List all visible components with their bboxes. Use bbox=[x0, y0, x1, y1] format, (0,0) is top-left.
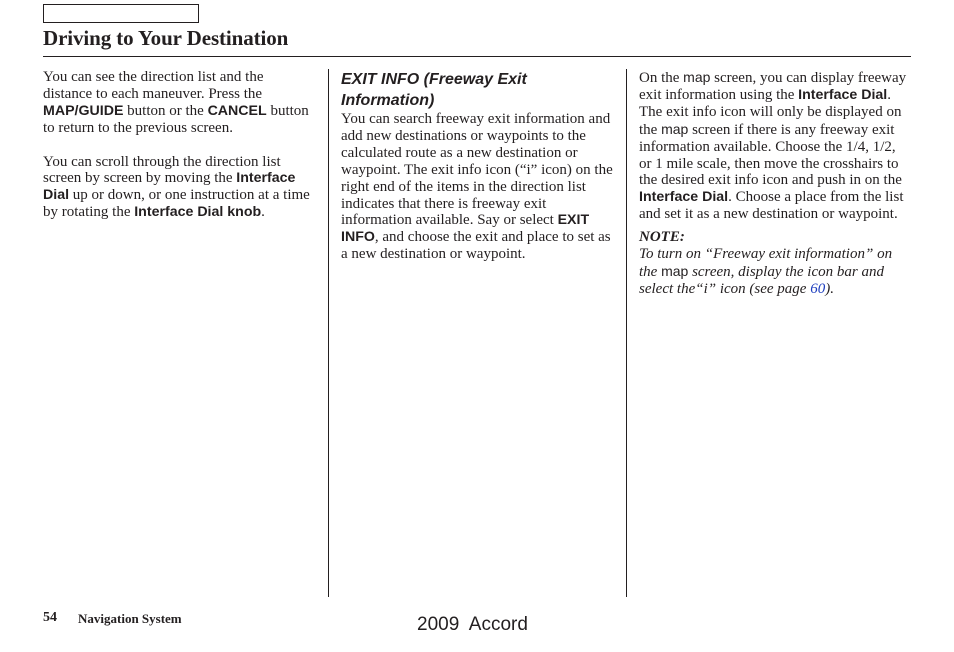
text-run: . Choose a place from the list and set it as a new destination or waypoint. bbox=[639, 189, 904, 223]
screen-name-map: map bbox=[683, 69, 711, 85]
column-right bbox=[639, 69, 911, 298]
text-run: screen, you can display freeway exit information using the bbox=[639, 70, 907, 103]
screen-name-map: map bbox=[661, 120, 689, 137]
keyword-exit-info: EXIT INFO bbox=[341, 212, 590, 246]
text-run: ). bbox=[825, 280, 834, 297]
column-divider-left bbox=[328, 69, 329, 597]
section-heading-exit-info: EXIT INFO (Freeway Exit Information) bbox=[341, 71, 527, 109]
paragraph-scroll bbox=[43, 154, 315, 222]
column-left bbox=[43, 69, 315, 221]
screen-name-map: map bbox=[661, 262, 689, 279]
text-run: You can search freeway exit information and add new destinations or waypoints to the calculated route as a new destination or waypoint. The exit info icon (“i” icon) on the right end of the items in the direction list indicates that there is freeway exit information available. Say or select bbox=[341, 111, 613, 229]
text-run: On the bbox=[639, 70, 684, 86]
keyword-map-guide: MAP/GUIDE bbox=[43, 102, 124, 119]
text-run: button to return to the previous screen. bbox=[43, 102, 309, 136]
footer-model-label: 2009 Accord bbox=[417, 614, 528, 635]
note-label: NOTE: bbox=[639, 229, 685, 246]
page-number: 54 bbox=[43, 610, 57, 625]
text-run: screen if there is any freeway exit information available. Choose the 1/4, 1/2, or 1 mile scale, then move the crosshairs to the desired exit info icon and push in on the bbox=[639, 121, 902, 189]
text-run: button or the bbox=[123, 102, 208, 119]
text-run: You can see the direction list and the distance to each maneuver. Press the bbox=[43, 69, 264, 102]
note-body bbox=[639, 246, 911, 298]
keyword-interface-dial: Interface Dial bbox=[639, 189, 729, 206]
text-run: up or down, or one instruction at a time by rotating the bbox=[43, 187, 310, 221]
text-run: To turn on “Freeway exit information” on the bbox=[639, 246, 893, 280]
text-run: . The exit info icon will only be displayed on the bbox=[639, 86, 902, 138]
page-title: Driving to Your Destination bbox=[43, 26, 289, 50]
keyword-interface-dial: Interface Dial bbox=[43, 170, 296, 204]
text-run: . bbox=[261, 204, 265, 221]
title-rule bbox=[43, 56, 911, 57]
keyword-interface-dial: Interface Dial bbox=[798, 86, 888, 103]
keyword-interface-dial-knob: Interface Dial knob bbox=[134, 204, 262, 221]
paragraph-map-screen bbox=[639, 69, 911, 223]
column-middle bbox=[341, 69, 617, 263]
paragraph-direction-list bbox=[43, 69, 315, 137]
text-run: , and choose the exit and place to set as a new destination or waypoint. bbox=[341, 229, 611, 263]
footer-section-label: Navigation System bbox=[78, 611, 182, 626]
column-divider-right bbox=[626, 69, 627, 597]
page-link-60[interactable]: 60 bbox=[810, 280, 826, 297]
text-run: You can scroll through the direction list screen by screen by moving the bbox=[43, 153, 281, 187]
keyword-cancel: CANCEL bbox=[207, 102, 267, 119]
header-tab-box bbox=[43, 4, 199, 23]
paragraph-exit-info bbox=[341, 111, 617, 263]
text-run: screen, display the icon bar and select the“i” icon (see page bbox=[639, 263, 884, 297]
